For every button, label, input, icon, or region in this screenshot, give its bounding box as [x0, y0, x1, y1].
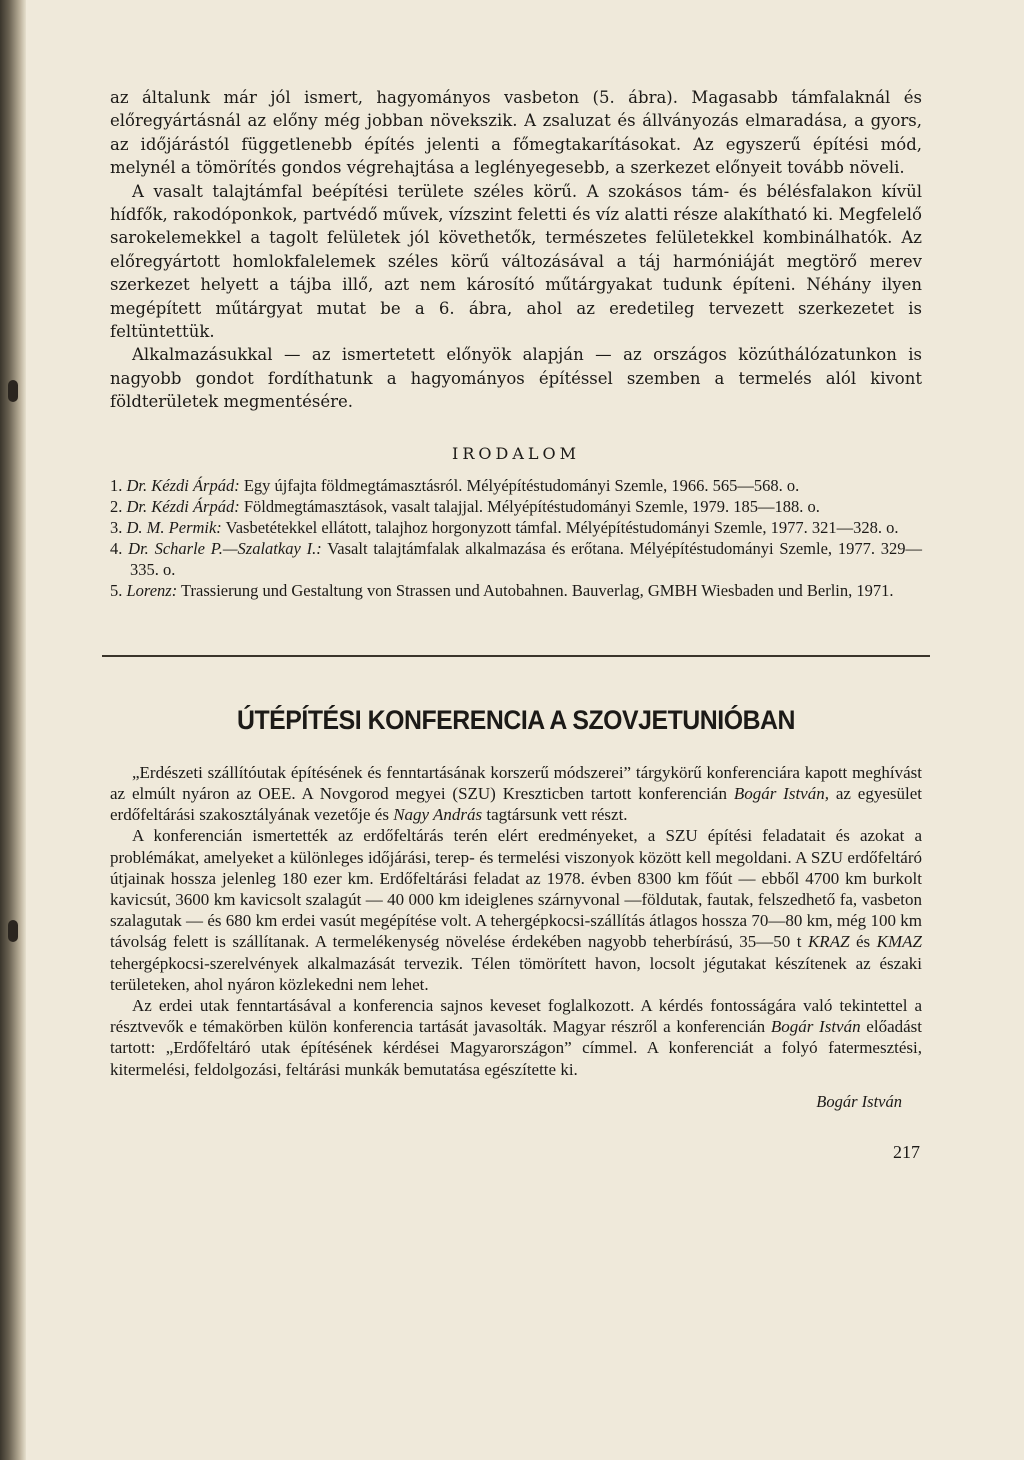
page-content	[110, 86, 922, 1163]
reference-item: 3. D. M. Permik: Vasbetétekkel ellátott, talajhoz horgonyzott támfal. Mélyépítéstudományi Szemle, 1977. 321—328. o.	[110, 517, 899, 537]
reference-item: 2. Dr. Kézdi Árpád: Földmegtámasztások, vasalt talajjal. Mélyépítéstudományi Szemle, 1979. 185—188. o.	[110, 496, 820, 516]
article-title: ÚTÉPÍTÉSI KONFERENCIA A SZOVJETUNIÓBAN	[236, 704, 796, 735]
paragraph: Alkalmazásukkal — az ismertetett előnyök alapján — az országos közúthálózatunkon is nagyobb gondot fordíthatunk a hagyományos építéssel szemben a termelés alól kivont földterületek megmentésére.	[110, 345, 922, 412]
references-title: IRODALOM	[452, 443, 580, 463]
author-signature: Bogár István	[816, 1091, 902, 1111]
paragraph: A konferencián ismertették az erdőfeltárás terén elért eredményeket, a SZU építési feladatait és azokat a problémákat, amelyeket a különleges időjárási, terep- és termelési viszonyok között kell megoldani. A SZU erdőfeltáró útjainak hossza jelenleg 180 ezer km. Erdőfeltárási feladat az 1978. évben 8300 km főút — ebből 4700 km burkolt kavicsút, 3600 km kavicsolt szalagút — 40 000 km ideiglenes szárnyvonal —földutak, fautak, felszedhető fa, vasbeton szalagutak — és 680 km erdei vasút megépítése volt. A tehergépkocsi-szállítás átlagos hossza 70—80 km, még 100 km távolság felett is szállítanak. A termelékenység növelése érdekében nagyobb teherbírású, 35—50 t KRAZ és KMAZ tehergépkocsi-szerelvények alkalmazását tervezik. Télen tömörített havon, locsolt jégutakat készítenek az északi területeken, ahol nyáron közlekedni nem lehet.	[110, 826, 922, 994]
article-continuation	[110, 86, 922, 414]
reference-item: 4. Dr. Scharle P.—Szalatkay I.: Vasalt talajtámfalak alkalmazása és erőtana. Mélyépítéstudományi Szemle, 1977. 329—335. o.	[110, 538, 922, 579]
binding-hole	[8, 380, 18, 402]
page-number: 217	[893, 1141, 920, 1162]
binding-hole	[8, 920, 18, 942]
paragraph: az általunk már jól ismert, hagyományos vasbeton (5. ábra). Magasabb támfalaknál és előregyártásnál az előny még jobban növekszik. A zsaluzat és állványozás elmaradása, a gyors, az időjárástól függetlenebb építés jelenti a főmegtakarításokat. Az egyszerű építési mód, melynél a tömörítés gondos végrehajtása a leglényegesebb, a szerkezet előnyeit tovább növeli.	[110, 88, 922, 178]
book-spine-shadow	[0, 0, 26, 1460]
reference-item: 1. Dr. Kézdi Árpád: Egy újfajta földmegtámasztásról. Mélyépítéstudományi Szemle, 1966. 565—568. o.	[110, 475, 800, 495]
references-section	[110, 444, 922, 601]
paragraph: A vasalt talajtámfal beépítési területe széles körű. A szokásos tám- és bélésfalakon kívül hídfők, rakodóponkok, partvédő művek, vízszint feletti és víz alatti része alakítható ki. Megfelelő sarokelemekkel a tagolt felületek jól követhetők, természetes felületekkel kombinálhatók. Az előregyártott homlokfalelemek széles körű változásával a táj harmóniáját megtörő merev szerkezet helyett a tájba illő, azt nem károsító műtárgyakat tudunk építeni. Néhány ilyen megépített műtárgyat mutat be a 6. ábra, ahol az eredetileg tervezett szerkezetet is feltüntettük.	[110, 181, 922, 342]
article-body	[110, 762, 922, 1112]
paragraph: Az erdei utak fenntartásával a konferencia sajnos keveset foglalkozott. A kérdés fontosságára való tekintettel a résztvevők e témakörben külön konferencia tartását javasolták. Magyar részről a konferencián Bogár István előadást tartott: „Erdőfeltáró utak építésének kérdései Magyarországon” címmel. A konferenciát a folyó fatermesztési, kitermelési, feldolgozási, feltárási munkák bemutatása egészítette ki.	[110, 995, 923, 1079]
reference-item: 5. Lorenz: Trassierung und Gestaltung von Strassen und Autobahnen. Bauverlag, GMBH Wiesbaden und Berlin, 1971.	[110, 580, 894, 600]
paragraph: „Erdészeti szállítóutak építésének és fenntartásának korszerű módszerei” tárgykörű konferenciára kapott meghívást az elmúlt nyáron az OEE. A Novgorod megyei (SZU) Kreszticben tartott konferencián Bogár István, az egyesület erdőfeltárási szakosztályának vezetője és Nagy András tagtársunk vett részt.	[110, 762, 923, 825]
section-divider	[102, 655, 930, 657]
